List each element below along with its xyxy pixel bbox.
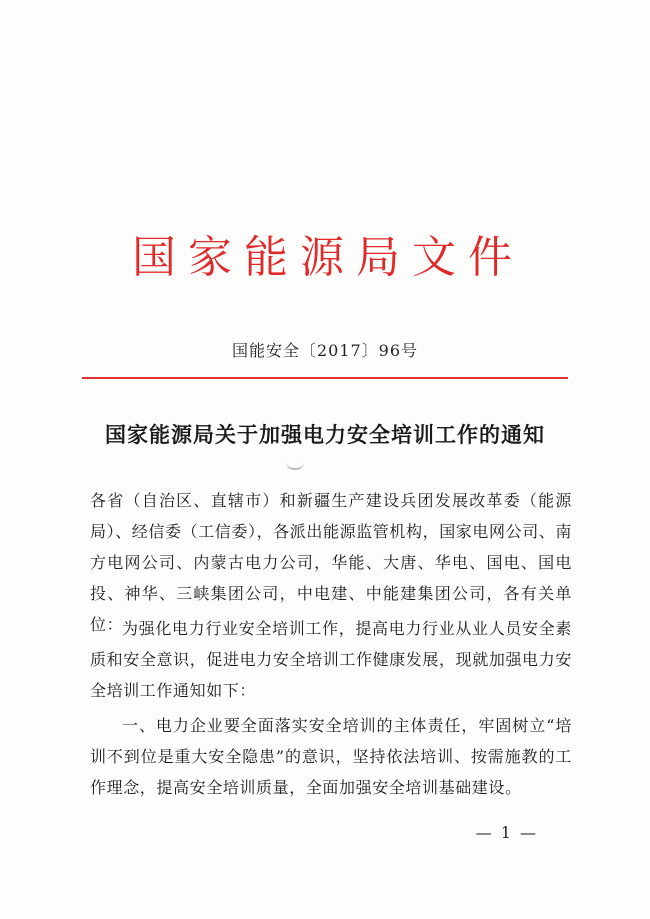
red-divider-rule	[82, 377, 568, 379]
ink-mark	[286, 462, 304, 470]
body-paragraph-2: 一、电力企业要全面落实安全培训的主体责任，牢固树立“培训不到位是重大安全隐患”的意识，坚持依法培训、按需施教的工作理念，提高安全培训质量，全面加强安全培训基础建设。	[90, 716, 572, 797]
notice-title: 国家能源局关于加强电力安全培训工作的通知	[105, 422, 545, 447]
addressee-paragraph: 各省（自治区、直辖市）和新疆生产建设兵团发展改革委（能源局）、经信委（工信委），各派出能源监管机构，国家电网公司、南方电网公司、内蒙古电力公司，华能、大唐、华电、国电、国电投、神华、三峡集团公司，中电建、中能建集团公司，各有关单位：	[90, 491, 573, 634]
document-header-title: 国家能源局文件	[132, 232, 524, 283]
document-number: 国能安全〔2017〕96号	[231, 341, 419, 360]
body-paragraph-1: 为强化电力行业安全培训工作，提高电力行业从业人员安全素质和安全意识，促进电力安全培训工作健康发展，现就加强电力安全培训工作通知如下：	[90, 619, 572, 700]
page-number: — 1 —	[475, 823, 538, 842]
